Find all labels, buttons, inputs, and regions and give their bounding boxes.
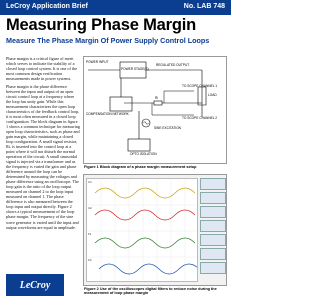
- scope-menu-box-2[interactable]: [200, 192, 226, 204]
- trace-c2: [95, 210, 195, 220]
- power-stage-label: POWER STAGE(S): [121, 67, 149, 71]
- trace-label-f1: F1: [88, 232, 92, 236]
- compensation-network-label: COMPENSATION NETWORK: [86, 112, 129, 116]
- page-subtitle: Measure The Phase Margin Of Power Supply Control Loops: [6, 36, 210, 45]
- r-inject-label: Ri: [155, 96, 159, 100]
- scope-menu-box-6[interactable]: [200, 248, 226, 260]
- scope-menu-box-7[interactable]: [200, 262, 226, 274]
- scope-menu-box-3[interactable]: [200, 206, 226, 218]
- body-text: [6, 56, 80, 272]
- page-title: Measuring Phase Margin: [6, 16, 196, 34]
- trace-c1: [95, 188, 195, 198]
- header-brief-label: LeCroy Application Brief: [6, 3, 88, 10]
- scope-side-panel: [200, 178, 226, 282]
- block-diagram-svg: [84, 57, 228, 165]
- r-inject-resistor: [154, 101, 162, 105]
- compensation-box: [110, 97, 132, 111]
- figure-2-caption: Figure 2 Use of the oscilloscopes digital filters to reduce noise during the measurement of loop phase margin: [84, 287, 217, 296]
- trace-f1: [95, 238, 195, 248]
- scope-menu-box-1[interactable]: [200, 178, 226, 190]
- trace-label-c2: C2: [88, 206, 92, 210]
- body-paragraph-1: Phase margin is a critical figure of merit which serves to indicate the stability of a closed loop control system. It is one of the most common design verification measurements made in power systems.: [6, 56, 78, 82]
- to-scope-ch2-label: TO SCOPE CHANNEL 2: [182, 116, 218, 120]
- opto-isolation-box: [128, 139, 150, 151]
- trace-label-c1: C1: [88, 180, 92, 184]
- opto-isolation-label: OPTO ISOLATION: [130, 152, 157, 156]
- scope-traces-svg: [87, 179, 198, 282]
- figure-2-scope-screenshot: [83, 174, 227, 286]
- regulated-output-label: REGULATED OUTPUT: [156, 63, 190, 67]
- header-bar: [0, 0, 231, 15]
- figure-1-block-diagram: [83, 56, 227, 164]
- to-scope-ch1-label: TO SCOPE CHANNEL 1: [182, 84, 218, 88]
- figure-1-caption: Figure 1 Block diagram of a phase margin measurement setup: [84, 165, 197, 169]
- header-brief-number: No. LAB 748: [183, 3, 225, 10]
- scope-menu-box-5[interactable]: [200, 234, 226, 246]
- power-input-label: POWER INPUT: [86, 60, 109, 64]
- body-paragraph-2: Phase margin is the phase difference between the input and output of an open circuit control loop at a frequency where the loop has unity gain. While this measurement characterizes the open loop characteristics of the feedback control loop, it is most often measured in a closed loop configuration. The block diagram in figure 1 shows a common technique for measuring open loop characteristics, such as phase and gain margin, while maintaining a closed loop configuration. A small signal resistor, Ri, is inserted into the control loop at a point where it will not disturb the normal operation of the circuit. A small sinusoidal signal is injected via a transformer and as the frequency is varied the gain and phase difference around the loop can be determined by measuring the voltages and phase difference using an oscilloscope. The loop gain is the ratio of the loop output measured on channel 2 to the loop input measured on channel 1. The phase difference is also measured between the loop input and output directly. Figure 2 shows a typical measurement of the loop phase margin. The frequency of the sine wave generator is varied until the input and output waveforms are equal in amplitude.: [6, 83, 80, 230]
- load-label: LOAD: [208, 93, 217, 97]
- sine-excitation-label: SINE EXCITATION: [154, 126, 181, 130]
- scope-screen: [86, 178, 198, 282]
- trace-label-f2: F2: [88, 258, 92, 262]
- trace-f2: [99, 264, 198, 274]
- sine-wave-glyph: [144, 122, 149, 125]
- scope-menu-box-4[interactable]: [200, 220, 226, 232]
- lecroy-logo: LeCroy: [6, 274, 64, 296]
